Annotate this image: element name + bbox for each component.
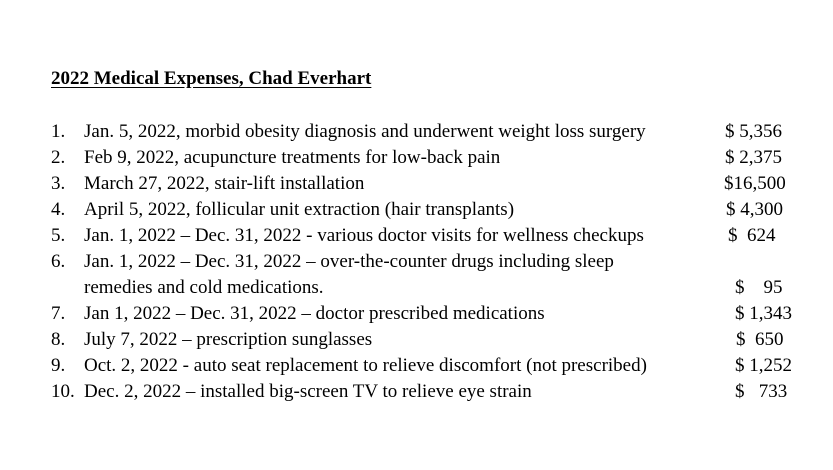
item-amount: $ 1,252 [735, 355, 792, 376]
item-number: 5. [51, 225, 66, 246]
item-description: Dec. 2, 2022 – installed big-screen TV to relieve eye strain [84, 381, 532, 402]
item-number: 8. [51, 329, 66, 350]
item-description-continued: remedies and cold medications. [84, 277, 324, 298]
item-number: 4. [51, 199, 66, 220]
item-description: Jan 1, 2022 – Dec. 31, 2022 – doctor prescribed medications [84, 303, 545, 324]
item-number: 7. [51, 303, 66, 324]
item-description: Jan. 5, 2022, morbid obesity diagnosis and underwent weight loss surgery [84, 121, 646, 142]
item-amount: $ 2,375 [725, 147, 782, 168]
item-description: July 7, 2022 – prescription sunglasses [84, 329, 373, 350]
item-number: 3. [51, 173, 66, 194]
item-description: Feb 9, 2022, acupuncture treatments for low-back pain [84, 147, 501, 168]
item-description: Jan. 1, 2022 – Dec. 31, 2022 – over-the-counter drugs including sleep [84, 251, 614, 272]
item-number: 10. [51, 381, 75, 402]
item-amount: $ 733 [735, 381, 788, 402]
item-description: April 5, 2022, follicular unit extraction (hair transplants) [84, 199, 515, 220]
item-number: 2. [51, 147, 66, 168]
item-amount: $ 95 [735, 277, 783, 298]
item-amount: $ 650 [736, 329, 784, 350]
item-description: Jan. 1, 2022 – Dec. 31, 2022 - various doctor visits for wellness checkups [84, 225, 644, 246]
item-number: 1. [51, 121, 66, 142]
item-amount: $ 1,343 [735, 303, 792, 324]
page-title: 2022 Medical Expenses, Chad Everhart [51, 68, 372, 89]
item-amount: $ 5,356 [725, 121, 782, 142]
item-number: 9. [51, 355, 66, 376]
item-amount: $16,500 [724, 173, 786, 194]
item-description: Oct. 2, 2022 - auto seat replacement to relieve discomfort (not prescribed) [84, 355, 647, 376]
item-description: March 27, 2022, stair-lift installation [84, 173, 365, 194]
item-amount: $ 624 [728, 225, 776, 246]
item-amount: $ 4,300 [726, 199, 783, 220]
item-number: 6. [51, 251, 66, 272]
